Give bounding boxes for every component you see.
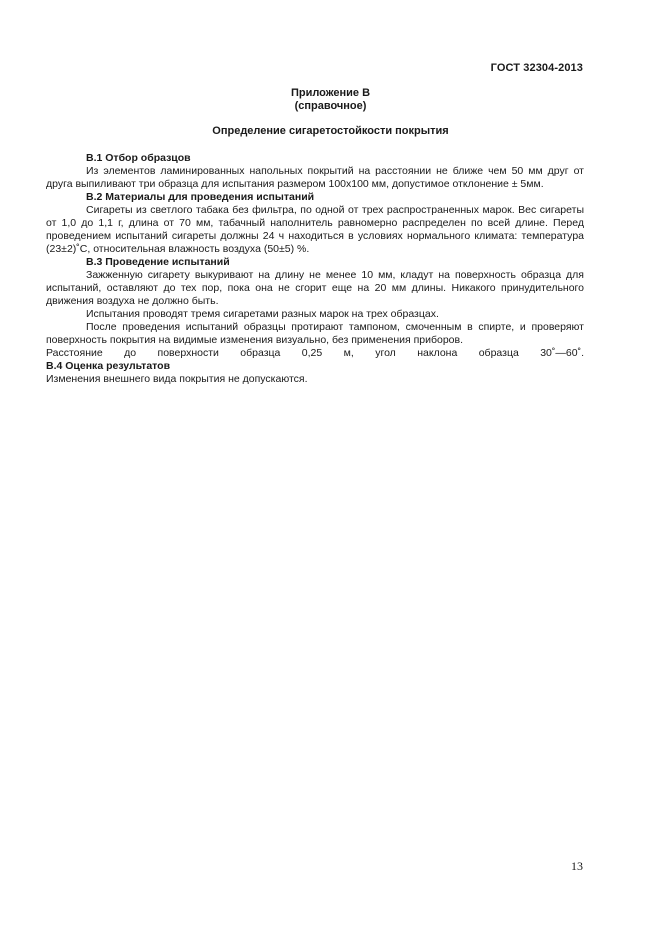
- document-code: ГОСТ 32304-2013: [490, 62, 583, 74]
- section-b2-heading: В.2 Материалы для проведения испытаний: [86, 191, 315, 203]
- section-b3-heading: В.3 Проведение испытаний: [86, 256, 230, 268]
- appendix-title: Приложение В: [290, 87, 371, 99]
- section-b3-paragraph-1: Зажженную сигарету выкуривают на длину не менее 10 мм, кладут на поверхность образца для испытаний, оставляют до тех пор, пока она не сгорит еще на 20 мм длины. Никакого принудительного движения воздуха не должно быть.: [46, 269, 584, 307]
- section-b2-paragraph: Сигареты из светлого табака без фильтра, по одной от трех распространенных марок. Вес сигареты от 1,0 до 1,1 г, длина от 70 мм, табачный наполнитель равномерно распределен по всей длине. Перед проведением испытаний сигареты должны 24 ч находиться в условиях нормального климата: температура (23±2)˚С, относительная влажность воздуха (50±5) %.: [46, 204, 584, 255]
- section-b3-paragraph-2: Испытания проводят тремя сигаретами разных марок на трех образцах.: [86, 308, 439, 320]
- appendix-subtitle: (справочное): [294, 100, 367, 112]
- section-b3-paragraph-3: После проведения испытаний образцы протирают тампоном, смоченным в спирте, и проверяют поверхность покрытия на видимые изменения визуально, без применения приборов.: [46, 321, 584, 346]
- section-b1-paragraph: Из элементов ламинированных напольных покрытий на расстоянии не ближе чем 50 мм друг от друга выпиливают три образца для испытания размером 100х100 мм, допустимое отклонение ± 5мм.: [46, 165, 584, 190]
- appendix-main-title: Определение сигаретостойкости покрытия: [212, 125, 449, 137]
- page-number: 13: [571, 859, 583, 873]
- document-body: [46, 152, 584, 386]
- section-b1-heading: В.1 Отбор образцов: [86, 152, 191, 164]
- section-b3-paragraph-4: Расстояние до поверхности образца 0,25 м, угол наклона образца 30˚—60˚.: [46, 347, 584, 359]
- section-b4-paragraph: Изменения внешнего вида покрытия не допускаются.: [46, 373, 308, 385]
- section-b4-heading: В.4 Оценка результатов: [46, 360, 171, 372]
